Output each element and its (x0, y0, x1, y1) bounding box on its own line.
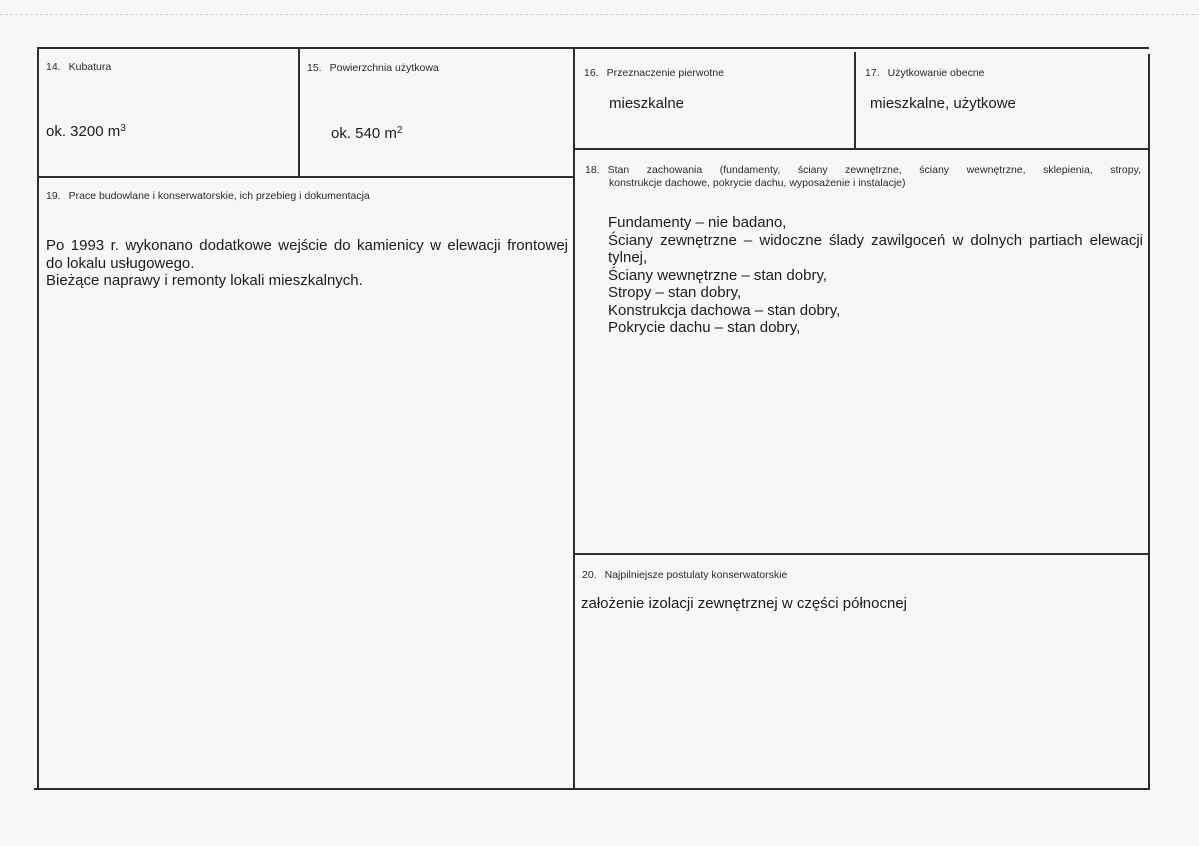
field-18-title-line-1: Stan zachowania (fundamenty, ściany zewnętrzne, ściany wewnętrzne, sklepienia, stropy, (607, 164, 1141, 176)
field-16-label (584, 67, 724, 80)
field-14-value (46, 120, 126, 141)
field-18-number: 18. (585, 164, 600, 176)
prace-line-1: Po 1993 r. wykonano dodatkowe wejście do kamienicy w elewacji frontowej (46, 237, 568, 254)
field-18-label (585, 164, 1141, 190)
stan-sciany-zewnetrzne-cont: tylnej, (608, 249, 648, 266)
field-17-value: mieszkalne, użytkowe (870, 95, 1016, 112)
prace-line-2: do lokalu usługowego. (46, 254, 195, 272)
kubatura-unit-exponent: 3 (120, 123, 126, 134)
field-18-title-line-2: konstrukcje dachowe, pokrycie dachu, wyposażenie i instalacje) (609, 177, 906, 189)
stan-stropy: Stropy – stan dobry, (608, 284, 742, 301)
field-15-label (307, 62, 439, 75)
field-15-number: 15. (307, 62, 322, 74)
field-17-title: Użytkowanie obecne (887, 67, 985, 79)
field-14-title: Kubatura (68, 61, 112, 73)
field-20-number: 20. (582, 569, 597, 581)
field-20-label (582, 569, 787, 582)
field-19-title: Prace budowlane i konserwatorskie, ich przebieg i dokumentacja (68, 190, 370, 202)
stan-pokrycie-dachu: Pokrycie dachu – stan dobry, (608, 319, 801, 336)
field-15-title: Powierzchnia użytkowa (329, 62, 439, 74)
field-16-number: 16. (584, 67, 599, 79)
field-18-label-line-1 (585, 164, 1141, 177)
field-14-number: 14. (46, 61, 61, 73)
field-18-content (608, 214, 1143, 337)
kubatura-value: ok. 3200 m (46, 123, 121, 140)
powierzchnia-value: ok. 540 m (331, 125, 397, 142)
field-19-label (46, 190, 370, 203)
field-19-content (46, 237, 568, 290)
field-17-number: 17. (865, 67, 880, 79)
stan-konstrukcja-dachowa: Konstrukcja dachowa – stan dobry, (608, 301, 841, 319)
stan-sciany-zewnetrzne: Ściany zewnętrzne – widoczne ślady zawilgoceń w dolnych partiach elewacji (608, 231, 1143, 249)
field-15-value (331, 122, 402, 143)
stan-sciany-wewnetrzne: Ściany wewnętrzne – stan dobry, (608, 266, 828, 284)
field-17-label (865, 67, 985, 80)
prace-line-3: Bieżące naprawy i remonty lokali mieszkalnych. (46, 272, 363, 289)
powierzchnia-unit-exponent: 2 (396, 125, 403, 136)
field-19-number: 19. (46, 190, 61, 202)
field-14-label (46, 61, 111, 74)
field-20-value: założenie izolacji zewnętrznej w części północnej (581, 595, 907, 612)
stan-fundamenty: Fundamenty – nie badano, (608, 214, 787, 231)
field-16-title: Przeznaczenie pierwotne (606, 67, 724, 79)
page-top-rule (0, 14, 1199, 15)
field-16-value: mieszkalne (609, 95, 685, 112)
field-20-title: Najpilniejsze postulaty konserwatorskie (604, 569, 788, 581)
